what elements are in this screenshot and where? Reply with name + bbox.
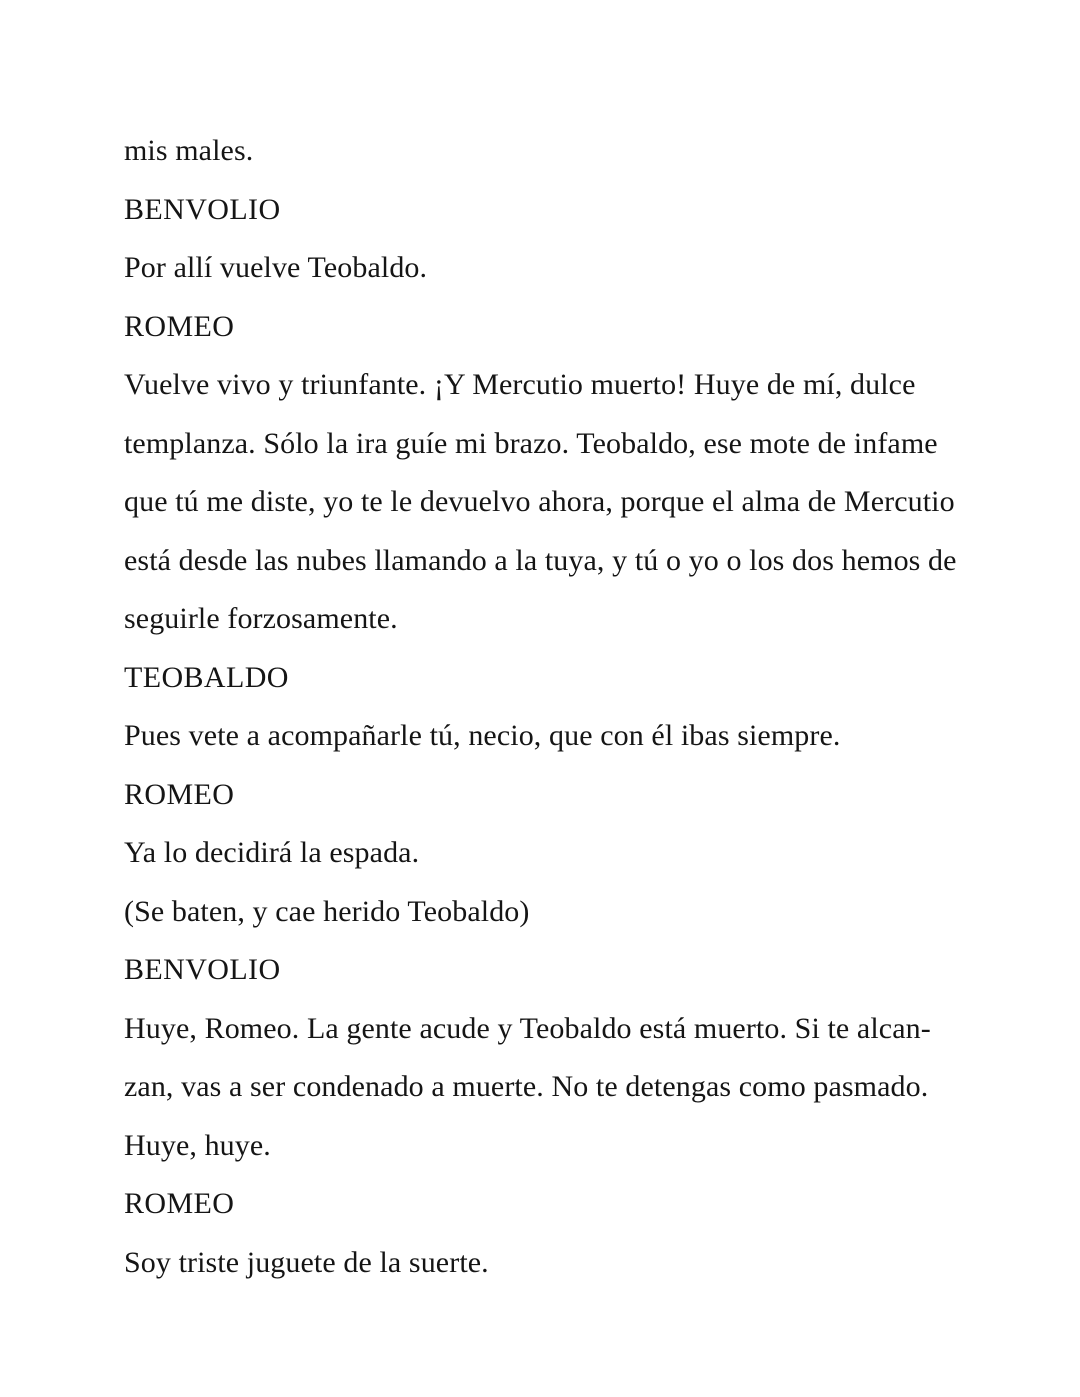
dialogue-line: que tú me diste, yo te le devuelvo ahora, porque el alma de Mercutio (124, 485, 955, 518)
dialogue-line: Huye, Romeo. La gente acude y Teobaldo está muerto. Si te alcan- (124, 1011, 931, 1045)
dialogue-line: Vuelve vivo y triunfante. ¡Y Mercutio muerto! Huye de mí, dulce (124, 368, 916, 401)
speaker-name: ROMEO (124, 1187, 235, 1220)
speaker-name: BENVOLIO (124, 192, 281, 226)
dialogue-line: Por allí vuelve Teobaldo. (124, 251, 428, 284)
speaker-name: BENVOLIO (124, 953, 281, 986)
speaker-name: TEOBALDO (124, 660, 289, 694)
dialogue-line: Pues vete a acompañarle tú, necio, que con él ibas siempre. (124, 719, 841, 752)
speaker-name: ROMEO (124, 309, 235, 343)
dialogue-line: zan, vas a ser condenado a muerte. No te detengas como pasmado. (124, 1070, 929, 1103)
dialogue-line: Soy triste juguete de la suerte. (124, 1245, 489, 1279)
dialogue-line: seguirle forzosamente. (124, 602, 398, 635)
stage-direction: (Se baten, y cae herido Teobaldo) (124, 894, 530, 928)
dialogue-line: Ya lo decidirá la espada. (124, 836, 420, 869)
speaker-name: ROMEO (124, 777, 235, 811)
dialogue-line: Huye, huye. (124, 1128, 271, 1162)
document-text-column (124, 122, 957, 1292)
dialogue-line: templanza. Sólo la ira guíe mi brazo. Teobaldo, ese mote de infame (124, 426, 938, 460)
dialogue-line: mis males. (124, 134, 254, 167)
dialogue-line: está desde las nubes llamando a la tuya, y tú o yo o los dos hemos de (124, 543, 957, 577)
